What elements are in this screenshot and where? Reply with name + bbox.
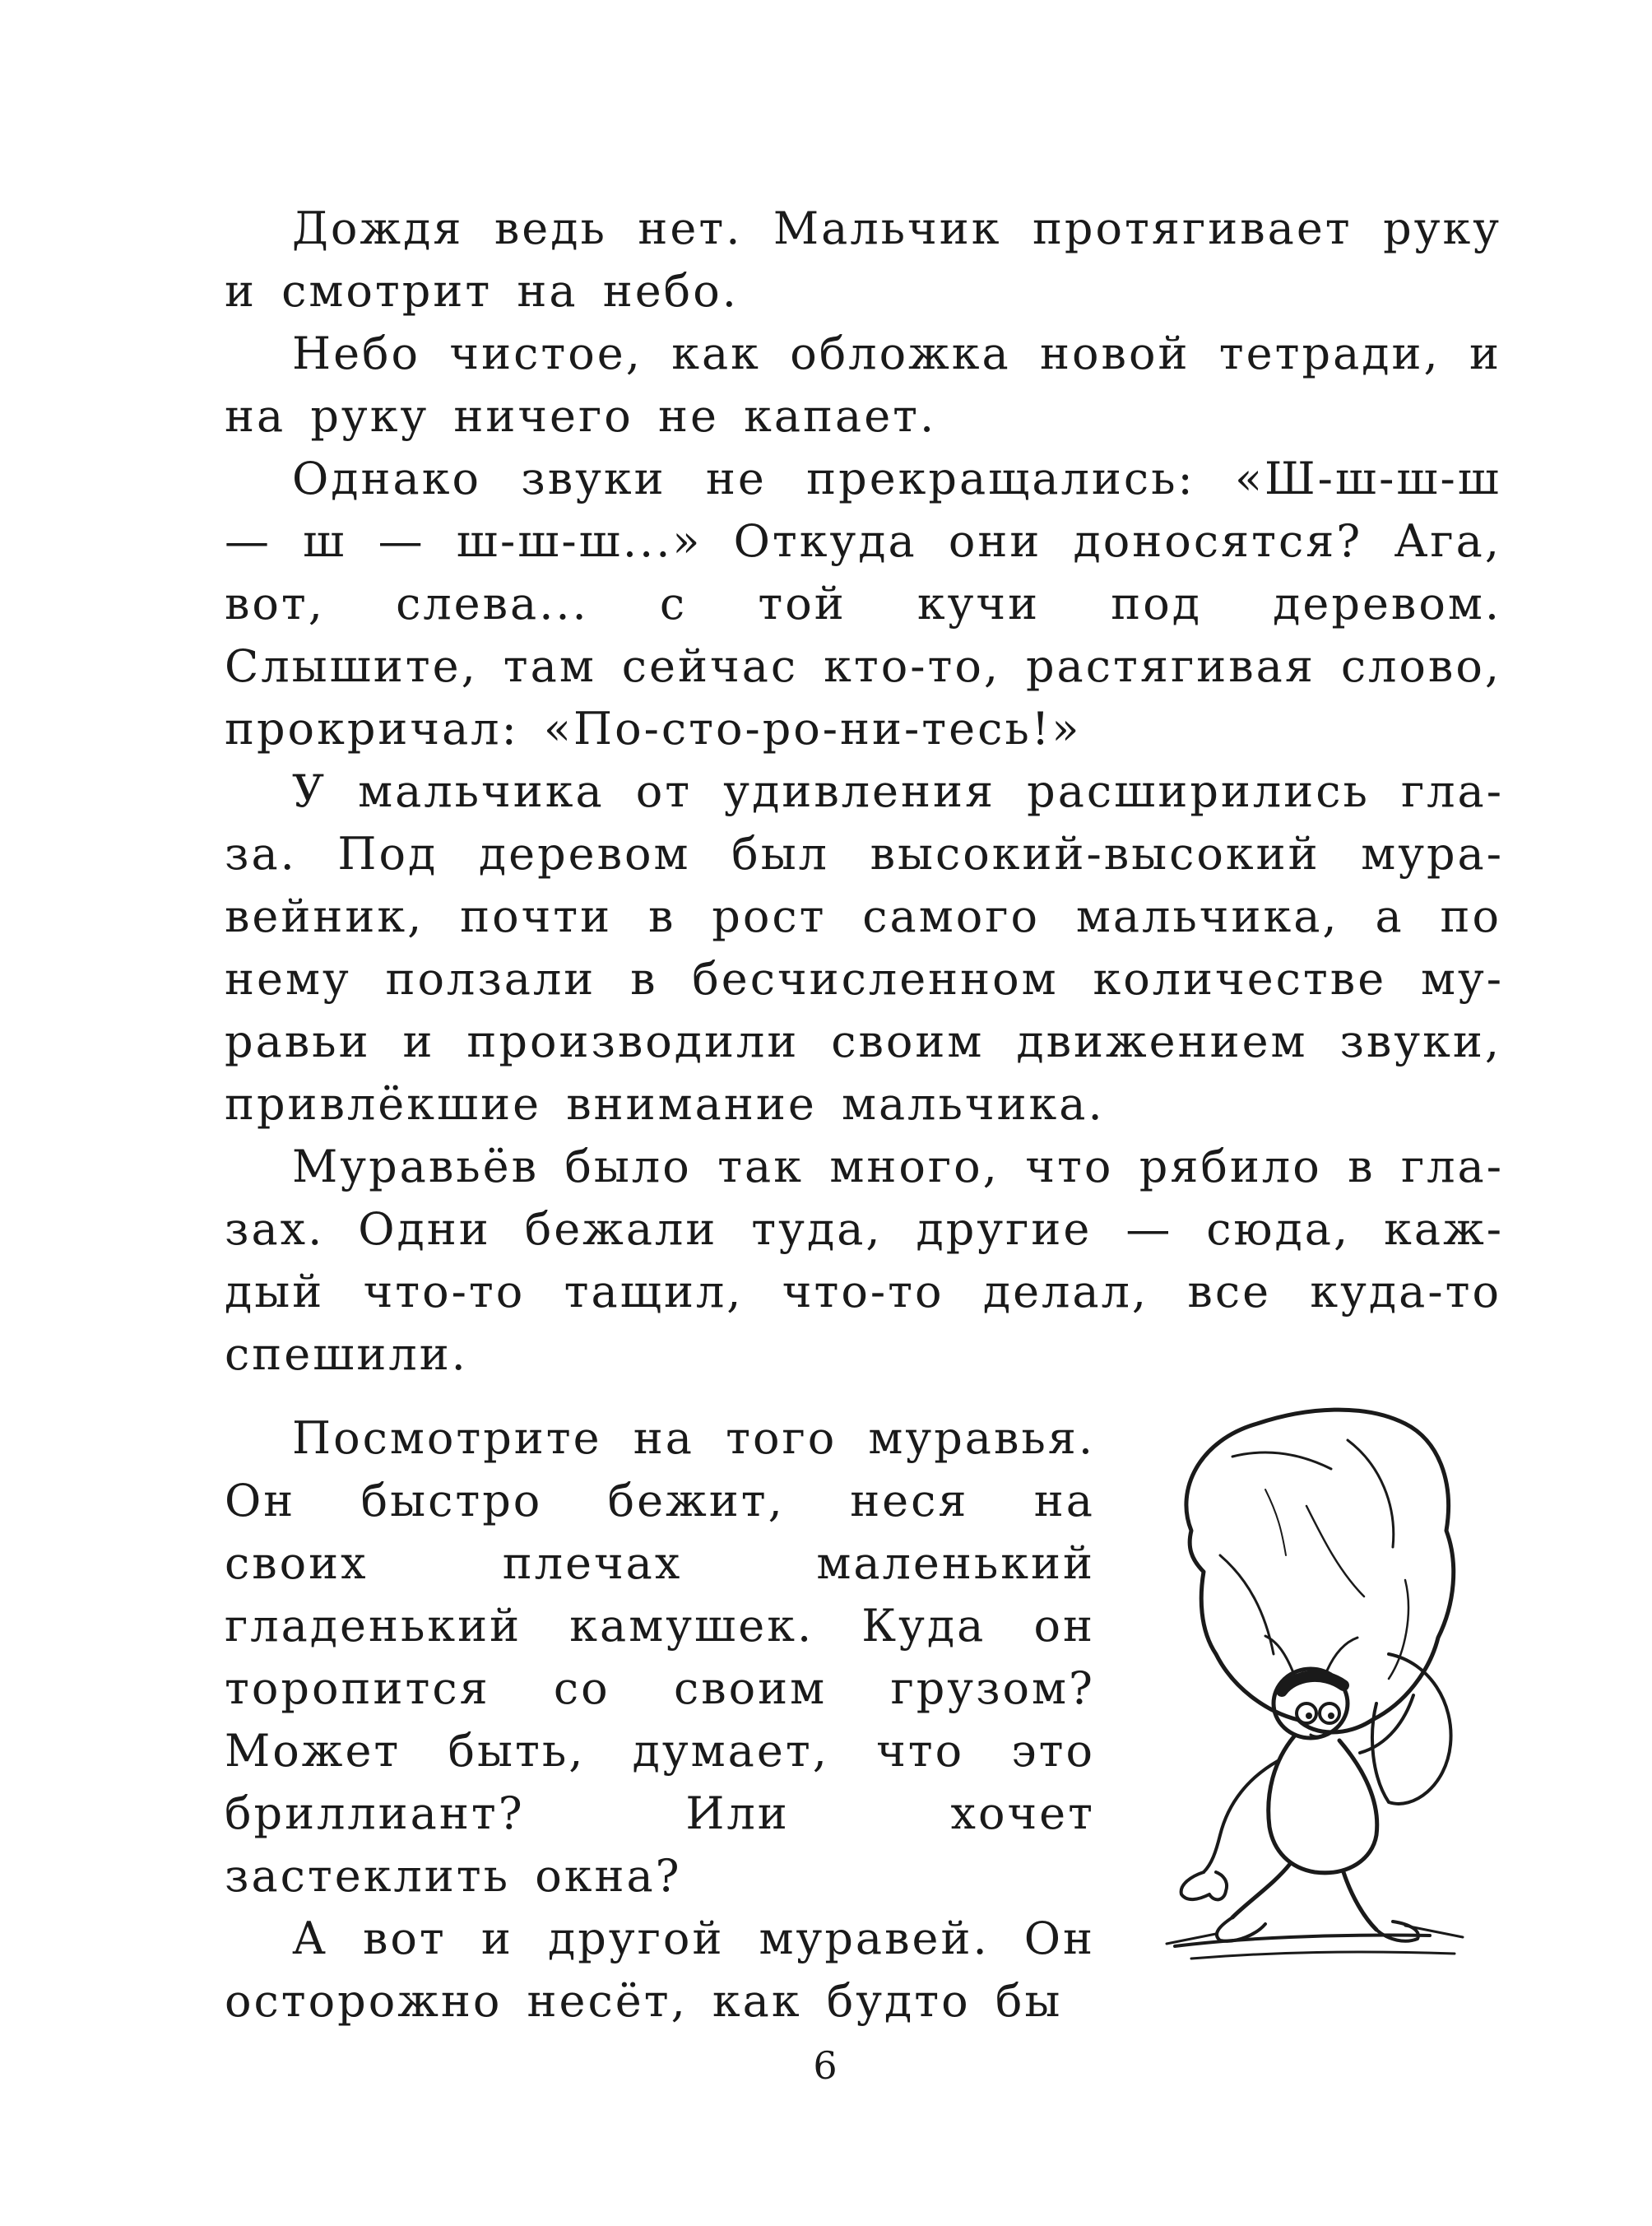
ant-carrying-stone-illustration	[1142, 1391, 1529, 1967]
paragraph: Дождя ведь нет. Мальчик протягивает руку и смотрит на небо.	[225, 202, 1501, 317]
paragraph: Однако звуки не прекращались: «Ш-ш-ш-ш — ш — ш-ш-ш...» Откуда они доносятся? Ага, вот, слева... с той кучи под деревом. Слышите, там сейчас кто-то, растягивая слово, прокричал: «По-сто-ро-ни-тесь!»	[225, 453, 1501, 755]
paragraph: А вот и другой муравей. Он осторожно несёт, как будто бы	[225, 1912, 1095, 2027]
main-text-beside-illustration	[225, 1407, 1095, 2033]
page-number: 6	[813, 2043, 839, 2088]
paragraph: Муравьёв было так много, что рябило в глазах. Одни бежали туда, другие — сюда, каждый что-то тащил, что-то делал, все куда-то спешили.	[225, 1141, 1501, 1380]
paragraph: Небо чистое, как обложка новой тетради, и на руку ничего не капает.	[225, 328, 1501, 442]
paragraph: У мальчика от удивления расширились глаза. Под деревом был высокий-высокий муравейник, почти в рост самого мальчика, а по нему ползали в бесчисленном количестве муравьи и производили своим движением звуки, привлёкшие внимание мальчика.	[225, 765, 1501, 1130]
main-text-full-width	[225, 198, 1501, 1386]
paragraph: Посмотрите на того муравья. Он быстро бежит, неся на своих плечах маленький гладенький камушек. Куда он торопится со своим грузом? Может быть, думает, что это бриллиант? Или хочет застеклить окна?	[225, 1412, 1095, 1902]
